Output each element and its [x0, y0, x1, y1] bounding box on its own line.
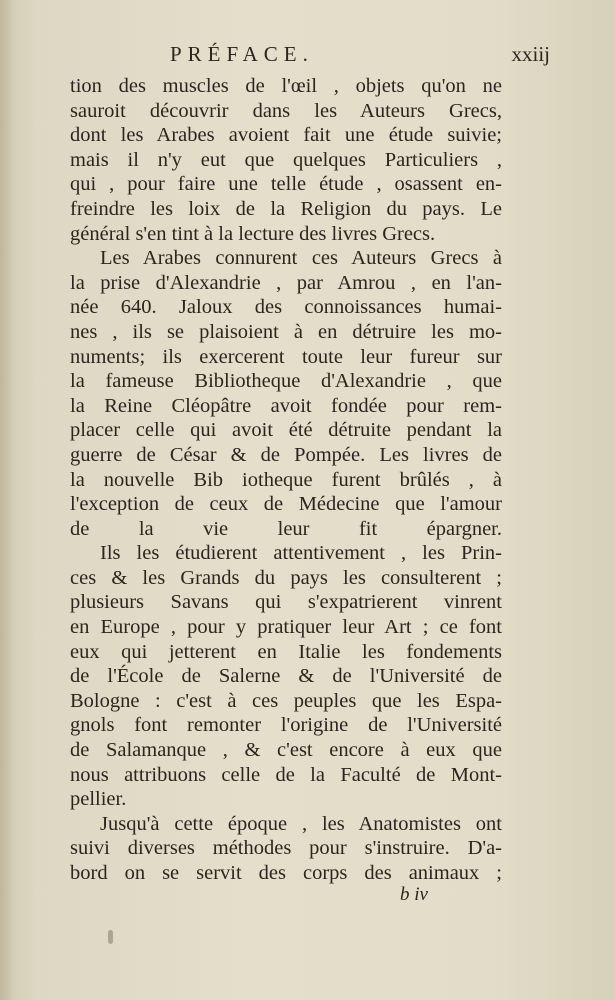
- text-line: guerre de César & de Pompée. Les livres de: [70, 443, 502, 466]
- text-line: la Reine Cléopâtre avoit fondée pour rem-: [70, 394, 502, 417]
- page-gutter-shadow: [0, 0, 14, 1000]
- paragraph: [70, 812, 502, 886]
- text-line: mais il n'y eut que quelques Particuliers ,: [70, 148, 502, 171]
- text-line: plusieurs Savans qui s'expatrierent vinrent: [70, 591, 502, 614]
- text-line: placer celle qui avoit été détruite pendant la: [70, 419, 502, 442]
- text-line: tion des muscles de l'œil , objets qu'on ne: [70, 75, 502, 97]
- text-line: la prise d'Alexandrie , par Amrou , en l'an-: [70, 271, 502, 294]
- text-line: ces & les Grands du pays les consulterent ;: [70, 566, 502, 589]
- text-line: de Salamanque , & c'est encore à eux que: [70, 739, 502, 762]
- running-title: PRÉFACE.: [170, 42, 314, 66]
- text-line: bord on se servit des corps des animaux ;: [70, 862, 502, 884]
- text-line: suivi diverses méthodes pour s'instruire. D'a-: [70, 837, 502, 860]
- text-line: dont les Arabes avoient fait une étude suivie;: [70, 124, 502, 147]
- text-line: la nouvelle Bib iotheque furent brûlés , à: [70, 468, 502, 491]
- text-line: Jusqu'à cette époque , les Anatomistes ont: [100, 812, 502, 835]
- text-line: gnols font remonter l'origine de l'Université: [70, 714, 502, 737]
- text-line: Les Arabes connurent ces Auteurs Grecs à: [100, 247, 502, 270]
- text-line: qui , pour faire une telle étude , osassent en-: [70, 173, 502, 196]
- page-number: xxiij: [511, 42, 550, 66]
- text-line: pellier.: [70, 788, 127, 811]
- paragraph: [70, 246, 502, 541]
- text-line: eux qui jetterent en Italie les fondements: [70, 640, 502, 663]
- paragraph: [70, 74, 502, 246]
- text-line: Ils les étudierent attentivement , les Prin-: [100, 542, 502, 565]
- paragraph: [70, 541, 502, 812]
- text-line: en Europe , pour y pratiquer leur Art ; ce font: [70, 616, 502, 639]
- text-line: née 640. Jaloux des connoissances humai-: [70, 296, 502, 319]
- paper-blemish: [108, 930, 113, 944]
- text-line: de l'École de Salerne & de l'Université de: [70, 665, 502, 688]
- text-line: Bologne : c'est à ces peuples que les Espa-: [70, 689, 502, 712]
- text-line: de la vie leur fit épargner.: [70, 517, 502, 540]
- text-line: nous attribuons celle de la Faculté de Mont-: [70, 763, 502, 786]
- text-line: général s'en tint à la lecture des livres Grecs.: [70, 222, 436, 245]
- body-text: [70, 74, 502, 886]
- text-line: nes , ils se plaisoient à en détruire les mo-: [70, 320, 502, 343]
- text-line: freindre les loix de la Religion du pays. Le: [70, 197, 502, 220]
- text-line: sauroit découvrir dans les Auteurs Grecs,: [70, 99, 502, 122]
- text-line: l'exception de ceux de Médecine que l'amour: [70, 493, 502, 516]
- text-line: la fameuse Bibliotheque d'Alexandrie , que: [70, 370, 502, 393]
- page-header: [60, 42, 550, 76]
- text-line: numents; ils exercerent toute leur fureur sur: [70, 345, 502, 368]
- signature-mark: b iv: [400, 884, 428, 905]
